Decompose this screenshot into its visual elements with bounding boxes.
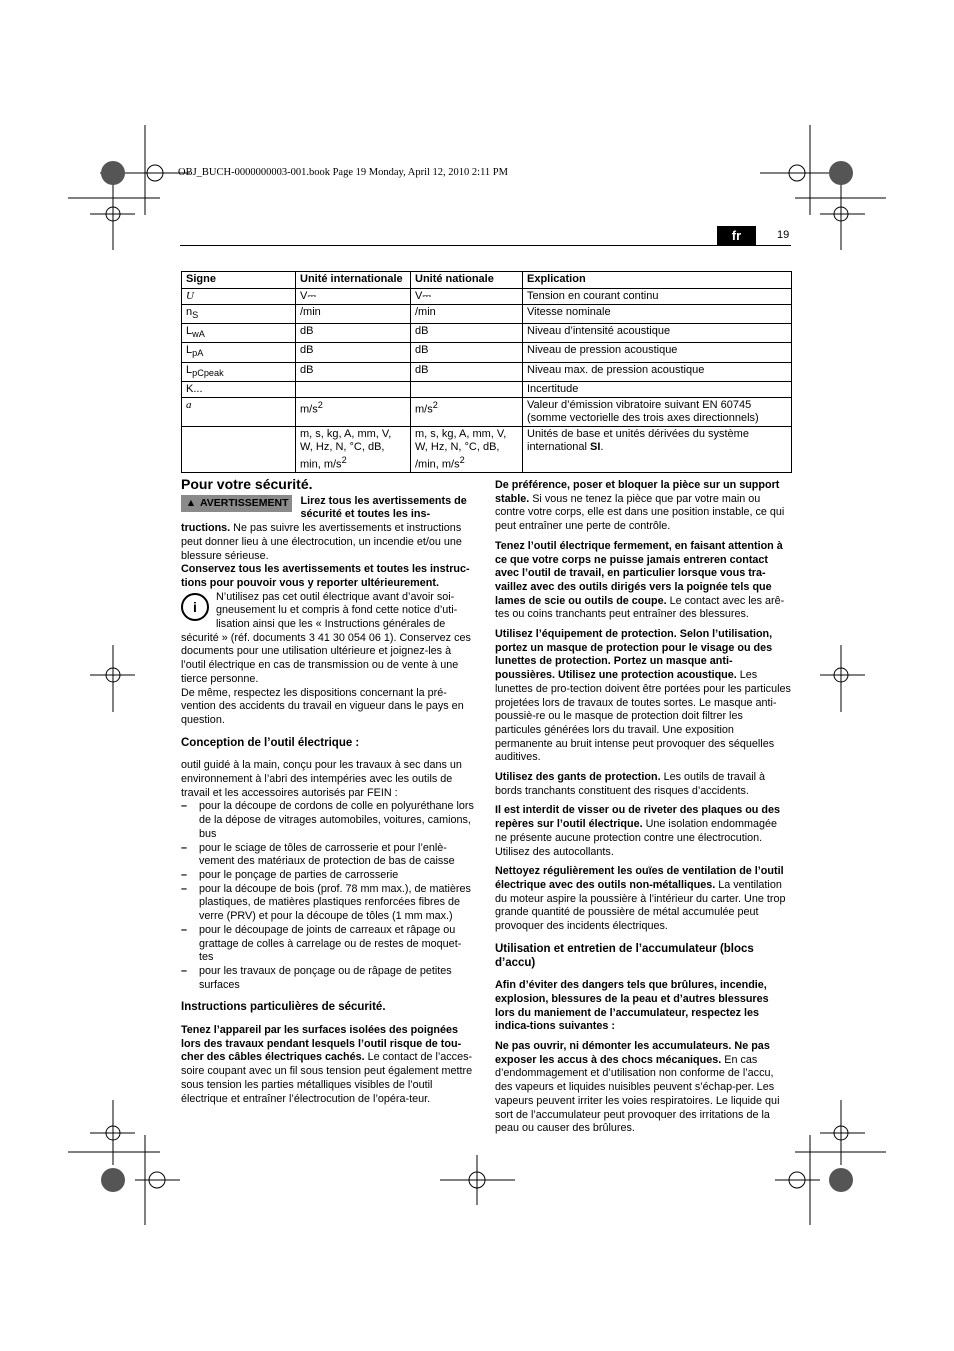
intl-unit-cell: $m/s^2$ [296,397,411,426]
explanation-cell: Niveau d’intensité acoustique [523,324,792,343]
warning-badge: ▲ AVERTISSEMENT [181,495,292,512]
column-header: Signe [182,272,296,289]
intl-unit-cell: dB [296,324,411,343]
safety-paragraph: Il est interdit de visser ou de riveter des plaques ou des repères sur l’outil électrique. Une isolation endommagée ne présente aucune protection contre une électrocution. Utilisez des autocollants. [495,804,781,858]
keep-instructions: Conservez tous les avertissements et toutes les instruc-tions pour pouvoir vous y reporter ultérieurement. [181,563,470,589]
safety-paragraph: De préférence, poser et bloquer la pièce sur un support stable. Si vous ne tenez la pièce que par votre main ou contre votre corps, elle est dans une position instable, ce qui peut entraîner une perte de contrôle. [495,479,785,533]
language-tab: fr [717,226,756,246]
list-item: – pour la découpe de bois (prof. 78 mm max.), de matières plastiques, de matières plastiques renforcées fibres de verre (PRV) et pour la découpe de tôles (1 mm max.) [181,883,475,924]
nat-unit-cell: /min [411,305,523,324]
sign-cell: K... [182,381,296,397]
column-header: Unité nationale [411,272,523,289]
uses-list [181,800,475,992]
right-column [495,479,791,1136]
list-item: – pour le sciage de tôles de carrosserie et pour l’enlè-vement des matériaux de protection de bas de caisse [181,842,475,869]
safety-paragraph: Nettoyez régulièrement les ouïes de ventilation de l’outil électrique avec des outils non-métalliques. La ventilation du moteur aspire la poussière à l’intérieur du carter. Une trop grande quantité de poussière de métal accumulée peut provoquer des incidents électriques. [495,865,786,933]
table-row [182,289,792,305]
explanation-cell: Incertitude [523,381,792,397]
intl-unit-cell: V⎓ [296,289,411,305]
section-title: Pour votre sécurité. [181,476,313,492]
special-title: Instructions particulières de sécurité. [181,1001,386,1014]
table-row [182,305,792,324]
intl-unit-cell: /min [296,305,411,324]
read-manual-icon: i [181,593,209,621]
column-header: Explication [523,272,792,289]
sign-cell: U [182,289,296,305]
explanation-cell: Tension en courant continu [523,289,792,305]
explanation-cell: Valeur d’émission vibratoire suivant EN 60745 (somme vectorielle des trois axes directionnels) [523,397,792,426]
warning-paragraph: ▲ AVERTISSEMENT Lirez tous les avertissements de sécurité et toutes les ins-tructions. Ne pas suivre les avertissements et instructions peut donner lieu à une électrocution, un incendie et/ou une blessure sérieuse. [181,494,467,562]
nat-unit-cell: V⎓ [411,289,523,305]
units-table [181,271,792,473]
explanation-cell: Niveau max. de pression acoustique [523,362,792,381]
battery-intro: Afin d’éviter des dangers tels que brûlures, incendie, explosion, blessures de la peau et d’autres blessures lors du maniement de l’accumulateur, respectez les indica-tions suivantes : [495,979,769,1033]
safety-paragraph: Utilisez l’équipement de protection. Selon l’utilisation, portez un masque de protection pour le visage ou des lunettes de protection. Portez un masque anti-poussières. Utilisez une protection acoustique. Les lunettes de pro-tection doivent être portées pour les particules projetées lors de travaux de toutes sortes. Le masque anti-poussiè-re ou le masque de protection doit filtrer les particules générées lors du travail. Une exposition permanente au bruit intense peut provoquer des séquelles auditives. [495,628,791,764]
explanation-cell: Niveau de pression acoustique [523,343,792,362]
warning-icon: ▲ [185,496,197,509]
intl-unit-cell [296,381,411,397]
nat-unit-cell: dB [411,362,523,381]
page-number: 19 [777,229,790,241]
battery-paragraph: Ne pas ouvrir, ni démonter les accumulateurs. Ne pas exposer les accus à des chocs mécaniques. En cas d’endommagement et d’utilisation non conforme de l’accu, des vapeurs et liquides nuisibles peuvent s’échap-per. Les vapeurs peuvent irriter les voies respiratoires. Le liquide qui sort de l’accumulateur peut provoquer des irritations de la peau ou causer des brûlures. [495,1040,780,1135]
sign-cell: $L_{pCpeak}$ [182,362,296,381]
table-header-row [182,272,792,289]
table-row [182,324,792,343]
explanation-cell: Vitesse nominale [523,305,792,324]
table-row [182,426,792,473]
sign-cell: $L_{wA}$ [182,324,296,343]
table-row [182,343,792,362]
safety-paragraph: Tenez l’outil électrique fermement, en faisant attention à ce que votre corps ne puisse jamais entreren contact avec l’outil de travail, en particulier lorsque vous tra-vaillez avec des outils dirigés vers la poignée tels que lames de scie ou outils de coupe. Le contact avec les arê-tes ou coins tranchants peut entraîner des blessures. [495,539,785,621]
table-row [182,397,792,426]
table-row [182,362,792,381]
battery-title: Utilisation et entretien de l’accumulateur (blocs d’accu) [495,942,754,969]
table-row [182,381,792,397]
sign-cell [182,426,296,473]
intl-unit-cell: m, s, kg, A, mm, V, W, Hz, N, °C, dB, min, $m/s^2$ [296,426,411,473]
nat-unit-cell [411,381,523,397]
nat-unit-cell: m, s, kg, A, mm, V, W, Hz, N, °C, dB, /min, $m/s^2$ [411,426,523,473]
sign-cell: a [182,397,296,426]
sign-cell: $n_S$ [182,305,296,324]
design-title: Conception de l’outil électrique : [181,736,360,749]
nat-unit-cell: $m/s^2$ [411,397,523,426]
left-column [181,478,475,1106]
explanation-cell: Unités de base et unités dérivées du système international SI. [523,426,792,473]
header-rule [180,245,791,246]
design-intro: outil guidé à la main, conçu pour les travaux à sec dans un environnement à l’abri des intempéries avec les outils de travail et les accessoires autorisés par FEIN : [181,759,462,799]
sign-cell: $L_{pA}$ [182,343,296,362]
book-meta: OBJ_BUCH-0000000003-001.book Page 19 Monday, April 12, 2010 2:11 PM [178,167,508,178]
safety-paragraph: Utilisez des gants de protection. Les outils de travail à bords tranchants constituent des risques d’accidents. [495,771,766,797]
nat-unit-cell: dB [411,343,523,362]
list-item: – pour le ponçage de parties de carrosserie [181,869,475,883]
read-manual-paragraph: i N’utilisez pas cet outil électrique avant d’avoir soi-gneusement lu et compris à fond cette notice d’uti-lisation ainsi que les « Instructions générales de sécurité » (réf. documents 3 41 30 054 06 1). Conservez ces documents pour une utilisation ultérieure et joignez-les à l’outil électrique en cas de transmission ou de vente à une tierce personne. [181,590,471,685]
intl-unit-cell: dB [296,343,411,362]
list-item: – pour la découpe de cordons de colle en polyuréthane lors de la dépose de vitrages automobiles, voitures, camions, bus [181,800,475,841]
column-header: Unité internationale [296,272,411,289]
special-paragraph: Tenez l’appareil par les surfaces isolées des poignées lors des travaux pendant lesquels l’outil risque de tou-cher des câbles électriques cachés. Le contact de l’acces-soire coupant avec un fil sous tension peut également mettre sous tension les parties métalliques visibles de l’outil électrique et entraîner l’électrocution de l’opéra-teur. [181,1024,473,1105]
list-item: – pour les travaux de ponçage ou de râpage de petites surfaces [181,965,475,992]
intl-unit-cell: dB [296,362,411,381]
list-item: – pour le découpage de joints de carreaux et râpage ou grattage de colles à carrelage ou de restes de moquet-tes [181,924,475,965]
accident-prevention: De même, respectez les dispositions concernant la pré-vention des accidents du travail en vigueur dans le pays en question. [181,686,464,726]
nat-unit-cell: dB [411,324,523,343]
